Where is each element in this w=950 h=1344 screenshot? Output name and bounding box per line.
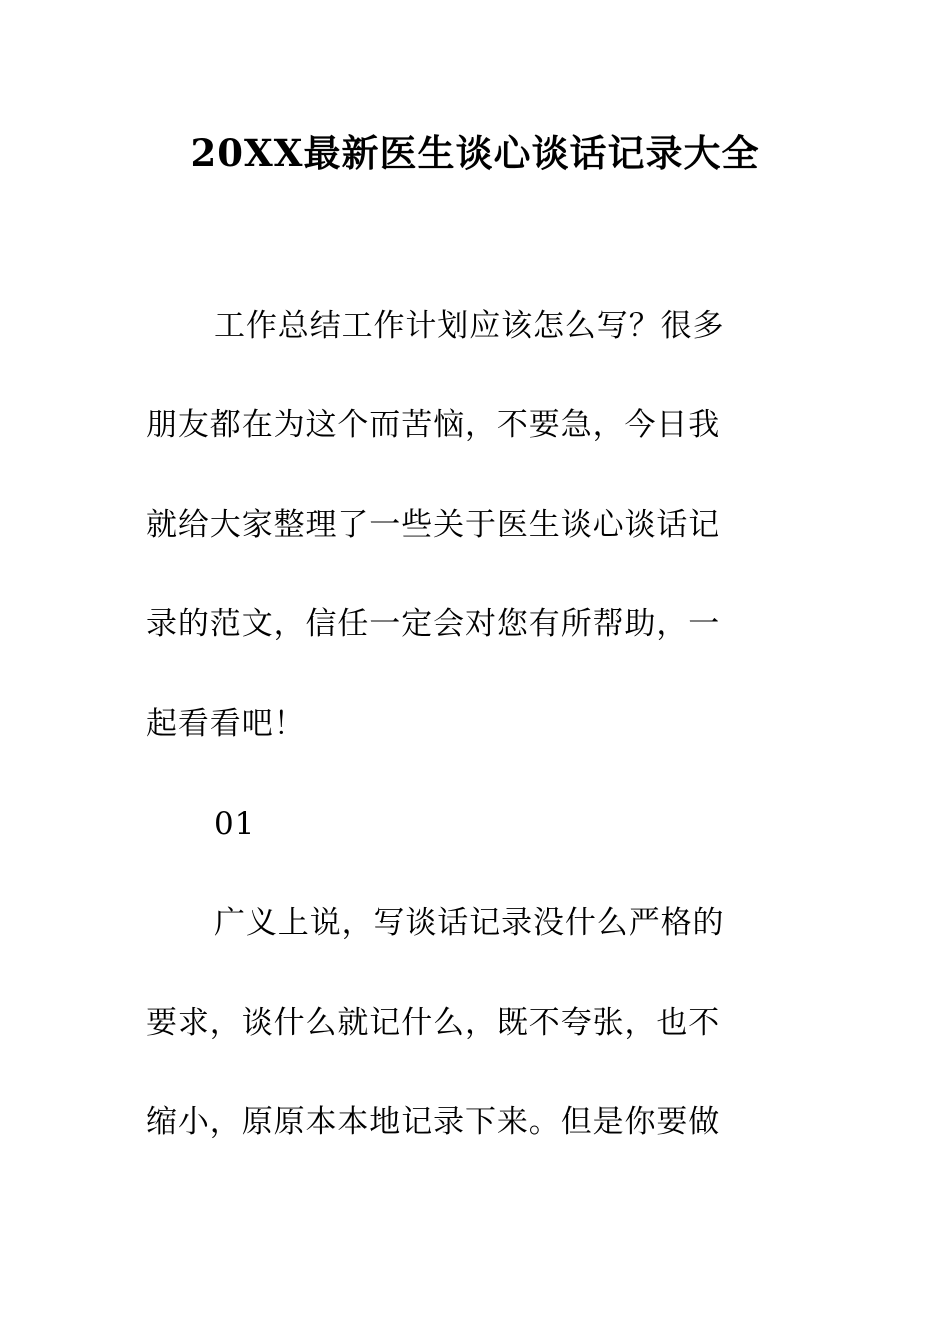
paragraph-2-line-3: 缩小，原原本本地记录下来。但是你要做 (146, 1104, 721, 1140)
paragraph-2-line-2: 要求，谈什么就记什么，既不夸张，也不 (146, 1005, 721, 1041)
paragraph-1-line-4: 录的范文，信任一定会对您有所帮助，一 (146, 606, 721, 642)
section-number: 01 (214, 806, 256, 842)
paragraph-1-line-3: 就给大家整理了一些关于医生谈心谈话记 (146, 507, 721, 543)
document-title: 20XX最新医生谈心谈话记录大全 (190, 131, 760, 175)
paragraph-2-line-1: 广义上说，写谈话记录没什么严格的 (214, 905, 725, 941)
paragraph-1-line-5: 起看看吧！ (146, 706, 306, 742)
paragraph-1-line-1: 工作总结工作计划应该怎么写？很多 (214, 308, 725, 344)
paragraph-1-line-2: 朋友都在为这个而苦恼，不要急，今日我 (146, 407, 721, 443)
